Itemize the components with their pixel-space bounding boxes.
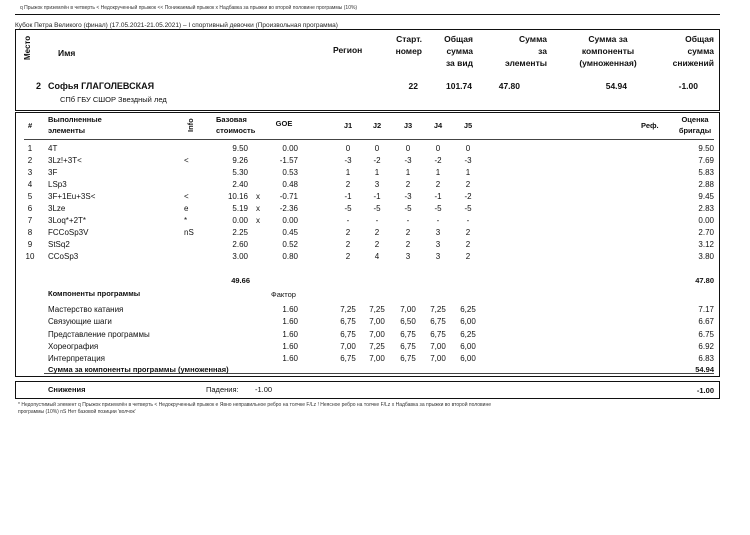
element-panel-score: 2.88 (698, 180, 714, 189)
judge-5-header: J5 (463, 121, 473, 130)
element-row (0, 203, 750, 215)
element-number: 2 (27, 156, 33, 165)
elements-header: Выполненные элементы (48, 115, 102, 135)
judge-4-goe: -1 (434, 192, 442, 201)
judge-4-goe: 1 (435, 168, 441, 177)
element-row (0, 179, 750, 191)
tes-header: Сумма за элементы (505, 34, 547, 68)
judge-5-goe: 0 (465, 144, 471, 153)
event-title: Кубок Петра Великого (финал) (17.05.2021-21.05.2021) – I спортивный девочки (Произвольная программа) (15, 22, 338, 29)
component-factor: 1.60 (282, 317, 298, 327)
element-goe: 0.80 (282, 252, 298, 261)
judge-4-goe: -5 (434, 204, 442, 213)
judge-5-goe: -5 (464, 204, 472, 213)
element-number: 1 (27, 144, 33, 153)
skater-total: 101.74 (446, 81, 472, 91)
judge-2-component-mark: 7,25 (369, 341, 385, 351)
info-header: Info (186, 118, 195, 132)
element-row (0, 167, 750, 179)
component-name: Интерпретация (48, 354, 106, 364)
element-base-value: 2.60 (232, 240, 248, 249)
element-base-value: 2.25 (232, 228, 248, 237)
components-title: Компоненты программы (48, 289, 141, 298)
judge-1-goe: 0 (345, 144, 351, 153)
elements-score-total: 47.80 (695, 276, 714, 285)
judge-1-goe: 2 (345, 240, 351, 249)
skater-tes: 47.80 (498, 81, 520, 91)
element-base-value: 3.00 (232, 252, 248, 261)
judge-4-component-mark: 6,75 (430, 317, 446, 327)
judge-1-goe: 2 (345, 180, 351, 189)
referee-header: Реф. (641, 121, 659, 130)
judge-4-header: J4 (433, 121, 443, 130)
judge-3-goe: 1 (405, 168, 411, 177)
judge-4-component-mark: 6,75 (430, 329, 446, 339)
deductions-box (15, 381, 720, 399)
deductions-total: -1.00 (696, 386, 714, 395)
judge-4-goe: 2 (435, 180, 441, 189)
judge-3-goe: -3 (404, 192, 412, 201)
element-goe: 0.53 (282, 168, 298, 177)
judge-4-component-mark: 7,25 (430, 305, 446, 314)
judge-2-goe: -1 (373, 192, 381, 201)
element-base-value: 2.40 (232, 180, 248, 189)
judge-3-header: J3 (403, 121, 413, 130)
element-num-header: # (28, 121, 33, 130)
judge-2-goe: 3 (374, 180, 380, 189)
judge-2-goe: 1 (374, 168, 380, 177)
judge-2-goe: -2 (373, 156, 381, 165)
element-name: LSp3 (48, 180, 67, 189)
element-goe: -0.71 (279, 192, 298, 201)
element-row (0, 239, 750, 251)
judge-1-goe: -3 (344, 156, 352, 165)
judge-3-component-mark: 6,75 (400, 329, 416, 339)
judge-4-goe: 3 (435, 240, 441, 249)
judge-1-goe: -5 (344, 204, 352, 213)
element-goe: 0.48 (282, 180, 298, 189)
element-base-value: 5.30 (232, 168, 248, 177)
judge-2-goe: - (375, 216, 379, 225)
judge-1-component-mark: 6,75 (340, 317, 356, 327)
component-score: 7.17 (698, 305, 714, 314)
base-value-header: Базовая стоимость (216, 115, 256, 135)
judge-5-goe: -2 (464, 192, 472, 201)
element-goe: 0.00 (282, 144, 298, 153)
top-legend: q Прыжок приземлён в четверть < Недокрученный прыжок << Понижаемый прыжок x Надбавка за прыжки во второй половине программы (10%) (20, 5, 358, 11)
judge-3-goe: 2 (405, 240, 411, 249)
component-score: 6.67 (698, 317, 714, 327)
element-panel-score: 3.12 (698, 240, 714, 249)
component-name: Хореография (48, 341, 99, 351)
judge-5-component-mark: 6,00 (460, 341, 476, 351)
element-base-value: 10.16 (227, 192, 248, 201)
judge-1-goe: 2 (345, 228, 351, 237)
judge-1-goe: -1 (344, 192, 352, 201)
element-name: 3F+1Eu+3S< (48, 192, 96, 201)
component-score: 6.83 (698, 354, 714, 364)
element-name: CCoSp3 (48, 252, 79, 261)
component-name: Представление программы (48, 329, 150, 339)
judge-2-goe: 2 (374, 240, 380, 249)
judge-5-goe: 2 (465, 252, 471, 261)
place-header: Место (23, 35, 32, 60)
judge-5-component-mark: 6,25 (460, 329, 476, 339)
judge-4-component-mark: 7,00 (430, 341, 446, 351)
component-row (0, 329, 750, 341)
element-panel-score: 0.00 (698, 216, 714, 225)
component-row (0, 304, 750, 316)
element-bonus-mark: x (256, 204, 260, 213)
element-row (0, 143, 750, 155)
judge-2-goe: 4 (374, 252, 380, 261)
element-info: < (184, 192, 189, 201)
judge-4-goe: 3 (435, 228, 441, 237)
element-goe: -1.57 (279, 156, 298, 165)
element-panel-score: 9.45 (698, 192, 714, 201)
components-total-label: Сумма за компоненты программы (умноженная) (48, 365, 229, 374)
component-score: 6.75 (698, 329, 714, 339)
judge-4-goe: -2 (434, 156, 442, 165)
component-row (0, 341, 750, 353)
element-row (0, 191, 750, 203)
element-panel-score: 2.83 (698, 204, 714, 213)
judge-2-component-mark: 7,25 (369, 305, 385, 314)
judge-5-component-mark: 6,00 (460, 317, 476, 327)
judge-3-component-mark: 7,00 (400, 305, 416, 314)
element-panel-score: 7.69 (698, 156, 714, 165)
goe-header: GOE (275, 119, 293, 128)
judge-5-component-mark: 6,00 (460, 354, 476, 364)
component-factor: 1.60 (282, 329, 298, 339)
deductions-header: Общая сумма снижений (672, 34, 714, 68)
judge-2-component-mark: 7,00 (369, 354, 385, 364)
judge-3-goe: 3 (405, 252, 411, 261)
skater-club: СПб ГБУ СШОР Звездный лед (60, 95, 167, 104)
component-factor: 1.60 (282, 354, 298, 364)
skater-deductions: -1.00 (678, 81, 698, 91)
judge-1-goe: 2 (345, 252, 351, 261)
judge-4-component-mark: 7,00 (430, 354, 446, 364)
header-divider (24, 139, 714, 140)
component-row (0, 353, 750, 365)
judge-4-goe: 3 (435, 252, 441, 261)
judge-3-goe: 0 (405, 144, 411, 153)
element-number: 5 (27, 192, 33, 201)
judge-5-goe: - (466, 216, 470, 225)
falls-value: -1.00 (255, 385, 273, 394)
judge-1-component-mark: 6,75 (340, 329, 356, 339)
name-header: Имя (58, 48, 76, 58)
judge-2-goe: -5 (373, 204, 381, 213)
element-name: FCCoSp3V (48, 228, 89, 237)
element-panel-score: 2.70 (698, 228, 714, 237)
element-base-value: 0.00 (232, 216, 248, 225)
judge-3-component-mark: 6,75 (400, 354, 416, 364)
element-number: 6 (27, 204, 33, 213)
judge-5-component-mark: 6,25 (460, 305, 476, 314)
judge-2-goe: 2 (374, 228, 380, 237)
judge-1-header: J1 (343, 121, 353, 130)
element-name: 4T (48, 144, 58, 153)
element-info: e (184, 204, 189, 213)
element-goe: 0.52 (282, 240, 298, 249)
element-goe: 0.00 (282, 216, 298, 225)
bottom-legend-line-2: программы (10%) nS Нет базовой позиции 'волчок' (18, 409, 136, 415)
divider (15, 14, 720, 15)
judge-1-component-mark: 7,25 (340, 305, 356, 314)
element-base-value: 5.19 (232, 204, 248, 213)
total-score-header: Общая сумма за вид (444, 34, 473, 68)
element-number: 10 (25, 252, 35, 261)
element-row (0, 215, 750, 227)
element-row (0, 155, 750, 167)
judge-4-goe: 0 (435, 144, 441, 153)
element-bonus-mark: x (256, 216, 260, 225)
judge-1-goe: 1 (345, 168, 351, 177)
judge-4-goe: - (436, 216, 440, 225)
component-name: Мастерство катания (48, 305, 124, 314)
judge-3-goe: - (406, 216, 410, 225)
element-goe: 0.45 (282, 228, 298, 237)
element-info: * (184, 216, 188, 225)
element-name: 3F (48, 168, 58, 177)
judge-3-component-mark: 6,50 (400, 317, 416, 327)
element-number: 7 (27, 216, 33, 225)
deductions-label: Снижения (48, 385, 86, 394)
judge-5-goe: 1 (465, 168, 471, 177)
element-base-value: 9.26 (232, 156, 248, 165)
element-panel-score: 3.80 (698, 252, 714, 261)
element-panel-score: 9.50 (698, 144, 714, 153)
element-row (0, 251, 750, 263)
judge-5-goe: 2 (465, 180, 471, 189)
judge-2-goe: 0 (374, 144, 380, 153)
element-goe: -2.36 (279, 204, 298, 213)
component-score: 6.92 (698, 341, 714, 351)
pcs-header: Сумма за компоненты (умноженная) (579, 34, 637, 68)
judge-2-component-mark: 7,00 (369, 317, 385, 327)
skater-pcs: 54.94 (605, 81, 627, 91)
element-name: 3Lze (48, 204, 66, 213)
component-factor: 1.60 (282, 305, 298, 314)
component-factor: 1.60 (282, 341, 298, 351)
bottom-legend-line-1: * Недопустимый элемент q Прыжок приземлён в четверть < Недокрученный прыжок e Явно неправильное ребро на толчке F/Lz ! Неясное ребро на толчке F/Lz x Надбавка за прыжки во второй половине (18, 402, 491, 408)
element-name: 3Loq*+2T* (48, 216, 87, 225)
judge-3-goe: -5 (404, 204, 412, 213)
judge-2-component-mark: 7,00 (369, 329, 385, 339)
judge-3-component-mark: 6,75 (400, 341, 416, 351)
judge-2-header: J2 (372, 121, 382, 130)
element-name: 3Lz!+3T< (48, 156, 82, 165)
element-number: 8 (27, 228, 33, 237)
element-bonus-mark: x (256, 192, 260, 201)
skater-name: Софья ГЛАГОЛЕВСКАЯ (48, 81, 155, 91)
panel-score-header: Оценка бригады (678, 115, 712, 135)
element-info: < (184, 156, 189, 165)
judge-1-goe: - (346, 216, 350, 225)
element-name: StSq2 (48, 240, 70, 249)
element-row (0, 227, 750, 239)
judge-3-goe: 2 (405, 228, 411, 237)
region-header: Регион (333, 45, 363, 55)
judge-5-goe: -3 (464, 156, 472, 165)
element-number: 4 (27, 180, 33, 189)
judge-3-goe: -3 (404, 156, 412, 165)
falls-label: Падения: (206, 385, 239, 394)
judge-5-goe: 2 (465, 228, 471, 237)
judge-5-goe: 2 (465, 240, 471, 249)
component-row (0, 316, 750, 328)
judge-1-component-mark: 6,75 (340, 354, 356, 364)
element-base-value: 9.50 (232, 144, 248, 153)
judge-1-component-mark: 7,00 (340, 341, 356, 351)
element-panel-score: 5.83 (698, 168, 714, 177)
component-name: Связующие шаги (48, 317, 112, 327)
skater-start-number: 22 (408, 81, 418, 91)
start-number-header: Старт. номер (395, 34, 422, 56)
elements-base-total: 49.66 (231, 276, 250, 285)
skater-place: 2 (36, 81, 42, 91)
factor-header: Фактор (271, 290, 296, 299)
element-number: 3 (27, 168, 33, 177)
components-total: 54.94 (695, 365, 714, 374)
judge-3-goe: 2 (405, 180, 411, 189)
element-number: 9 (27, 240, 33, 249)
element-info: nS (184, 228, 194, 237)
